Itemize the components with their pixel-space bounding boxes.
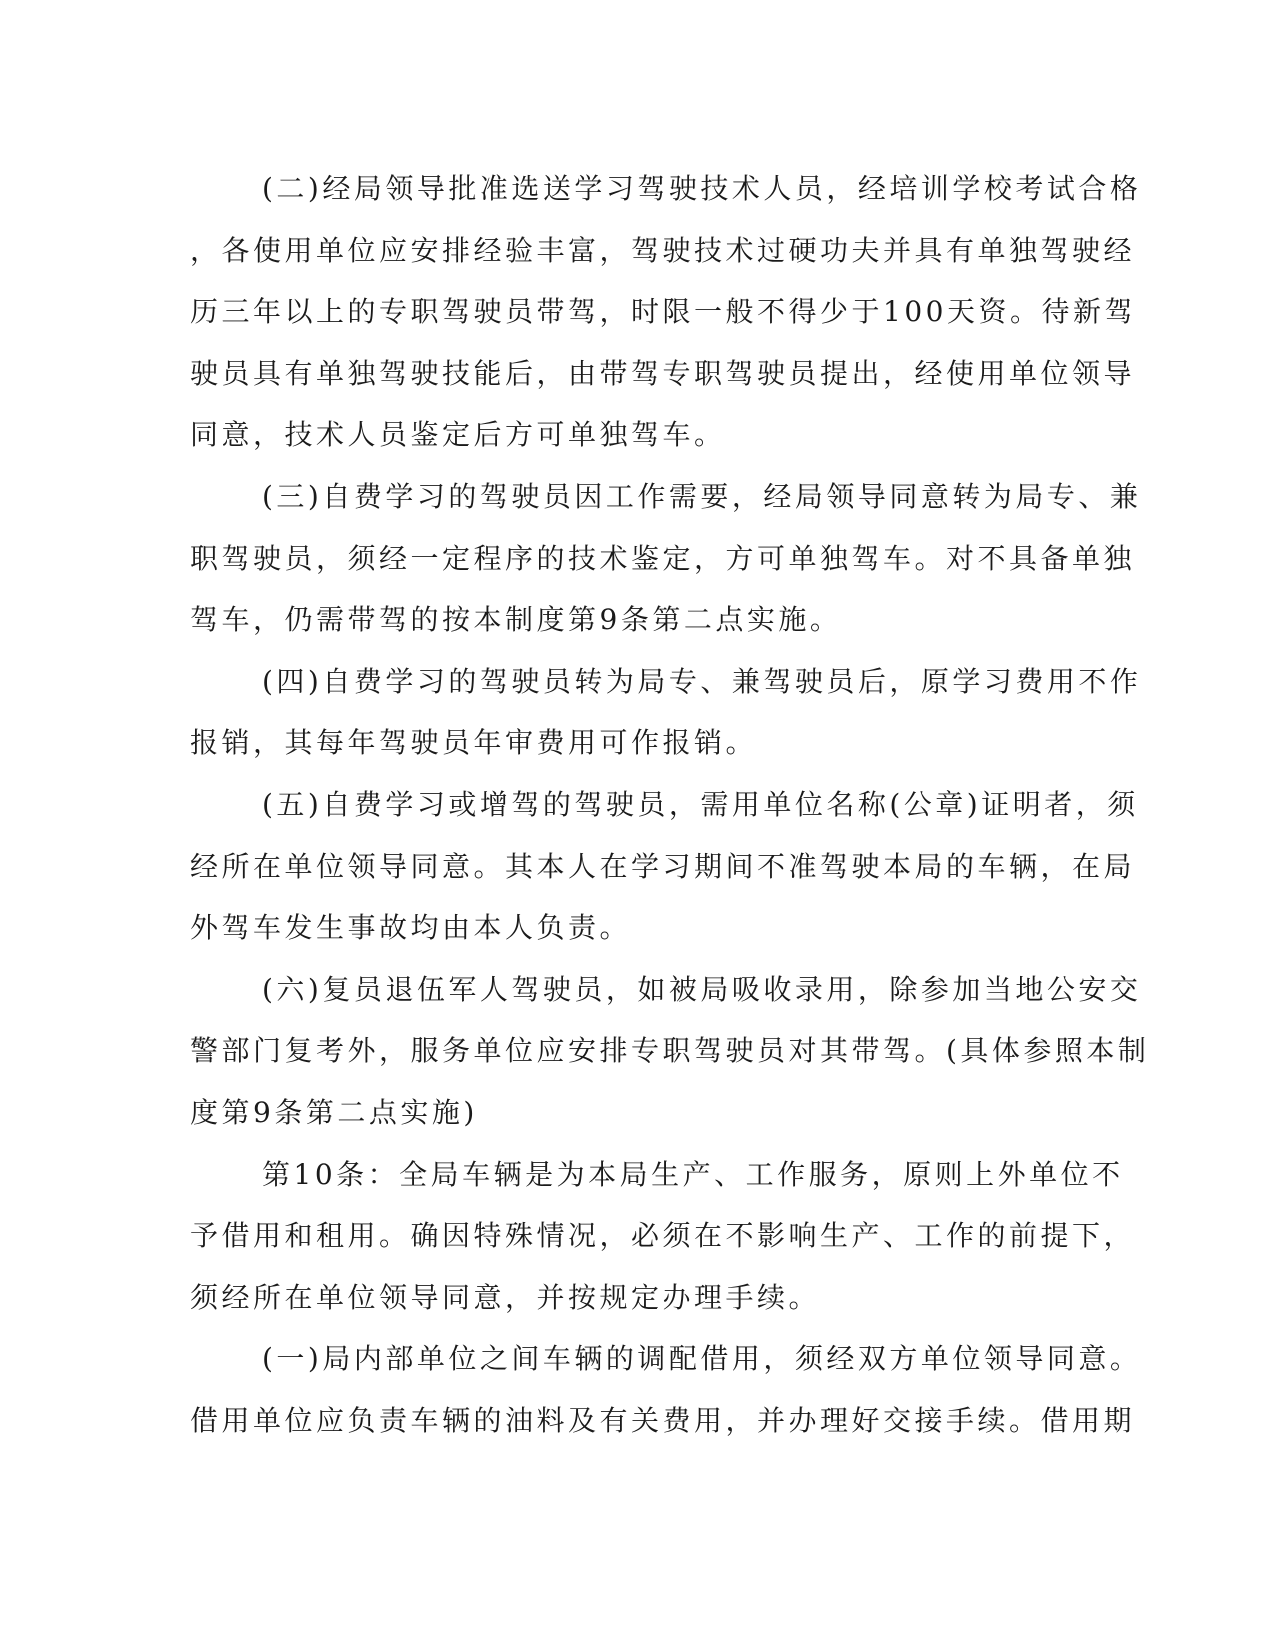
text-line: 外驾车发生事故均由本人负责。 xyxy=(190,911,632,945)
text-line: 驶员具有单独驾驶技能后，由带驾专职驾驶员提出，经使用单位领导 xyxy=(190,356,1136,390)
text-line: 予借用和租用。确因特殊情况，必须在不影响生产、工作的前提下， xyxy=(190,1219,1136,1253)
text-line: (五)自费学习或增驾的驾驶员，需用单位名称(公章)证明者，须 xyxy=(262,787,1139,821)
text-line: (一)局内部单位之间车辆的调配借用，须经双方单位领导同意。 xyxy=(262,1342,1142,1376)
text-line: 借用单位应负责车辆的油料及有关费用，并办理好交接手续。借用期 xyxy=(190,1403,1136,1437)
text-line: 须经所在单位领导同意，并按规定办理手续。 xyxy=(190,1280,821,1314)
text-line: (六)复员退伍军人驾驶员，如被局吸收录用，除参加当地公安交 xyxy=(262,972,1142,1006)
text-line: (二)经局领导批准选送学习驾驶技术人员，经培训学校考试合格 xyxy=(262,172,1142,205)
text-line: 度第9条第二点实施) xyxy=(190,1095,478,1129)
text-line: 同意，技术人员鉴定后方可单独驾车。 xyxy=(190,418,726,452)
text-line: 历三年以上的专职驾驶员带驾，时限一般不得少于100天资。待新驾 xyxy=(190,295,1136,329)
text-line: (四)自费学习的驾驶员转为局专、兼驾驶员后，原学习费用不作 xyxy=(262,664,1142,698)
body-text xyxy=(190,158,1150,1451)
text-line: 第10条：全局车辆是为本局生产、工作服务，原则上外单位不 xyxy=(262,1157,1124,1191)
text-line: ，各使用单位应安排经验丰富，驾驶技术过硬功夫并具有单独驾驶经 xyxy=(190,233,1136,267)
text-line: 警部门复考外，服务单位应安排专职驾驶员对其带驾。(具体参照本制 xyxy=(190,1034,1150,1068)
text-line: 职驾驶员，须经一定程序的技术鉴定，方可单独驾车。对不具备单独 xyxy=(190,541,1136,575)
text-line: 报销，其每年驾驶员年审费用可作报销。 xyxy=(190,726,758,760)
text-line: (三)自费学习的驾驶员因工作需要，经局领导同意转为局专、兼 xyxy=(262,479,1142,513)
text-line: 驾车，仍需带驾的按本制度第9条第二点实施。 xyxy=(190,603,842,637)
text-line: 经所在单位领导同意。其本人在学习期间不准驾驶本局的车辆，在局 xyxy=(190,849,1136,883)
